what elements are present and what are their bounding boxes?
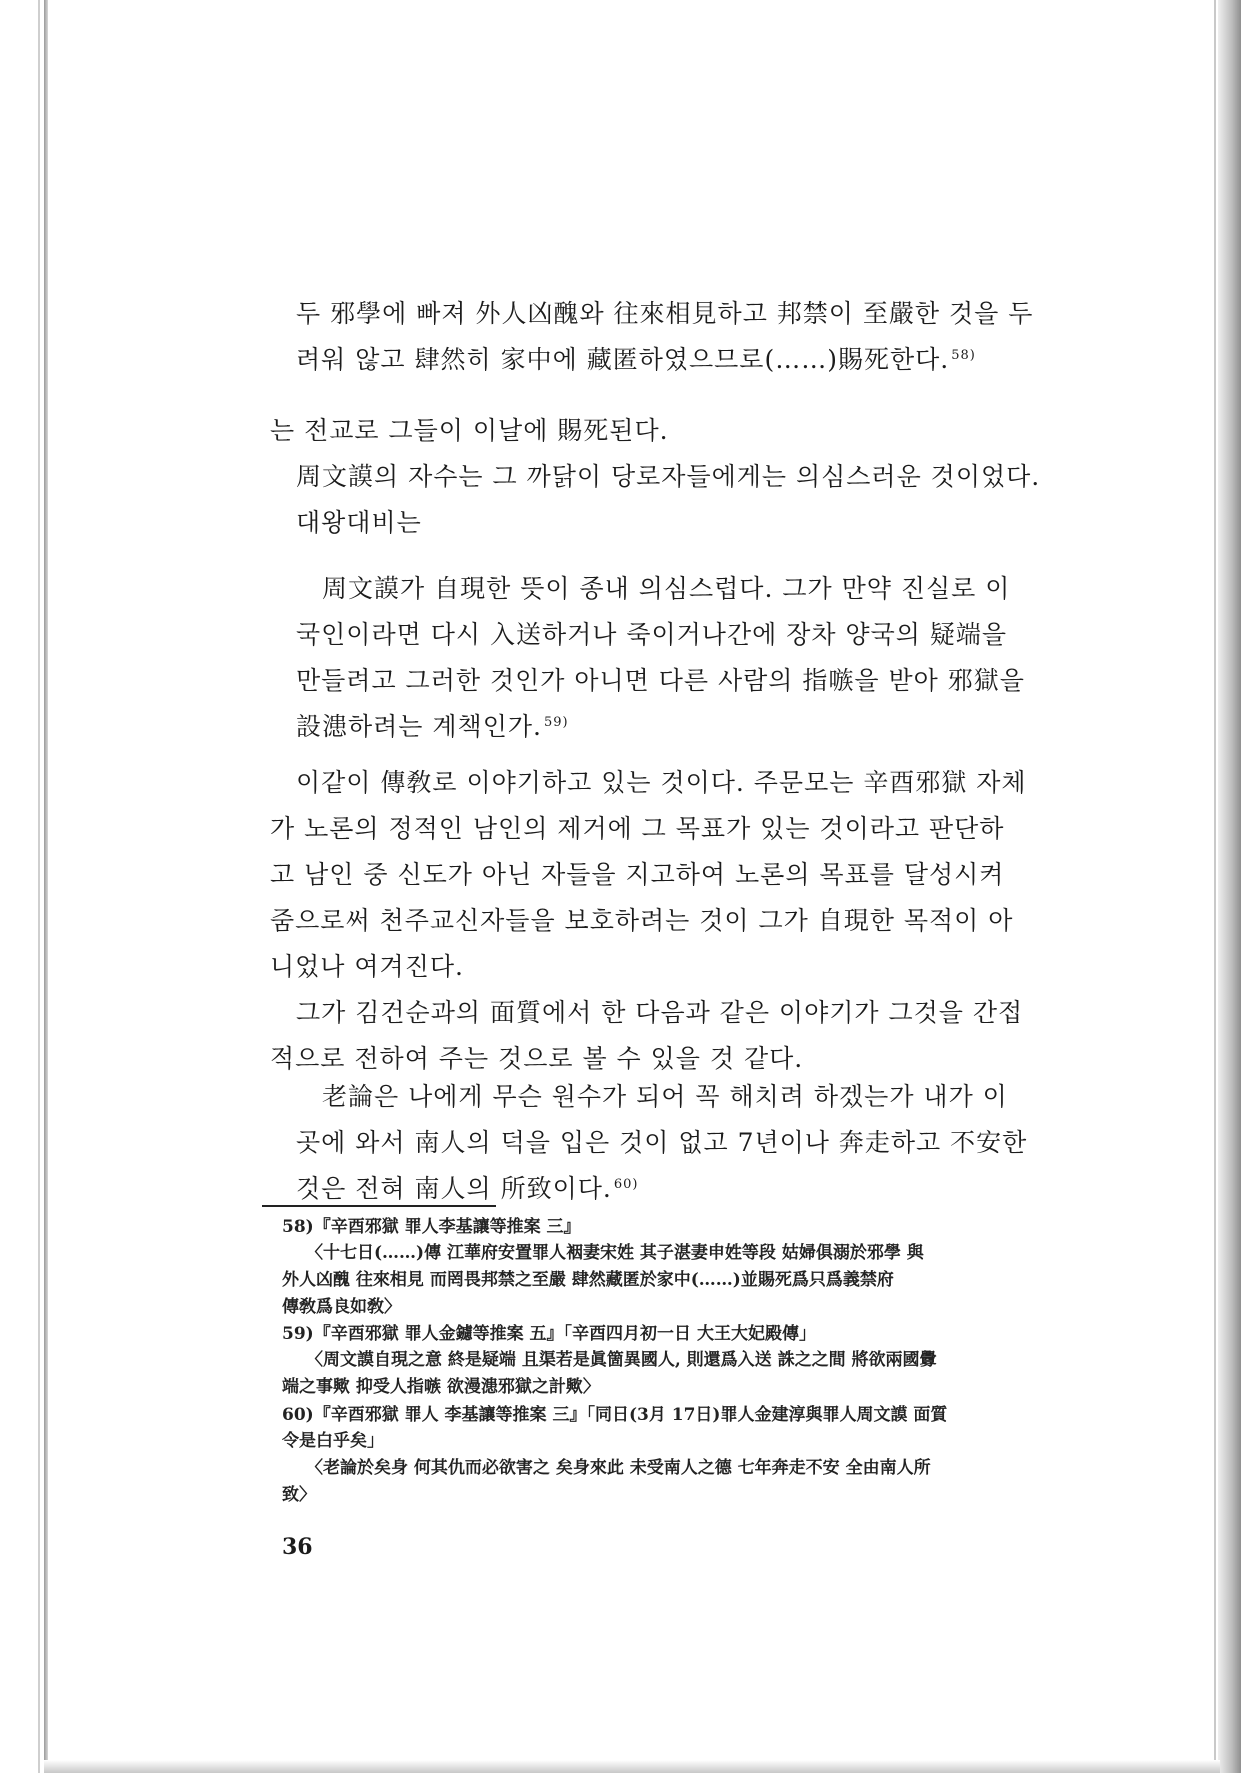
footnote-separator bbox=[262, 1205, 496, 1207]
page-number: 36 bbox=[282, 1534, 313, 1560]
footnote-59-title: 59)『辛酉邪獄 罪人金鑢等推案 五』「辛酉四月初一日 大王大妃殿傳」 bbox=[282, 1324, 816, 1344]
page-spine bbox=[44, 0, 48, 1773]
text-line: 니었나 여겨진다. bbox=[270, 952, 464, 981]
page-bottom-edge bbox=[44, 1760, 1220, 1773]
text-line: 이같이 傳敎로 이야기하고 있는 것이다. 주문모는 辛酉邪獄 자체 bbox=[296, 768, 1027, 797]
paragraph-2 bbox=[270, 760, 1027, 1082]
footnote-58-title: 58)『辛酉邪獄 罪人李基讓等推案 三』 bbox=[282, 1217, 581, 1237]
footnote-60-title-cont: 令是白乎矣」 bbox=[282, 1431, 384, 1451]
text-line: 대왕대비는 bbox=[296, 508, 422, 537]
text-line: 周文謨가 自現한 뜻이 종내 의심스럽다. 그가 만약 진실로 이 bbox=[322, 574, 1011, 603]
page-edge bbox=[38, 0, 40, 1773]
footnote-line: 端之事歟 抑受人指嗾 欲漫漶邪獄之計歟〉 bbox=[282, 1377, 600, 1397]
footnote-59-body bbox=[306, 1347, 937, 1374]
footnote-ref: 59) bbox=[543, 715, 569, 730]
footnote-line: 致〉 bbox=[282, 1485, 316, 1505]
text-line: 줌으로써 천주교신자들을 보호하려는 것이 그가 自現한 목적이 아 bbox=[270, 906, 1014, 935]
footnote-ref: 60) bbox=[613, 1177, 639, 1192]
text-line: 곳에 와서 南人의 덕을 입은 것이 없고 7년이나 奔走하고 不安한 bbox=[296, 1128, 1028, 1157]
text-line: 그가 김건순과의 面質에서 한 다음과 같은 이야기가 그것을 간접 bbox=[296, 998, 1024, 1027]
text-line: 가 노론의 정적인 남인의 제거에 그 목표가 있는 것이라고 판단하 bbox=[270, 814, 1005, 843]
page-edge bbox=[1214, 0, 1216, 1773]
text-line: 는 전교로 그들이 이날에 賜死된다. bbox=[270, 416, 669, 445]
text-line: 려워 않고 肆然히 家中에 藏匿하였으므로(……)賜死한다. $^{58)}$ bbox=[296, 345, 976, 374]
footnote-59-body-cont bbox=[282, 1374, 600, 1401]
quote-block-2 bbox=[296, 566, 1025, 750]
paragraph-1 bbox=[270, 408, 1040, 546]
footnote-58-body-cont bbox=[282, 1267, 894, 1321]
footnote-60-title: 60)『辛酉邪獄 罪人 李基讓等推案 三』「同日(3月 17日)罪人金建淳與罪人周文謨 面質 bbox=[282, 1405, 948, 1425]
footnote-60-body-cont bbox=[282, 1482, 316, 1509]
footnote-58-body bbox=[306, 1240, 924, 1267]
text-line: 고 남인 중 신도가 아닌 자들을 지고하여 노론의 목표를 달성시켜 bbox=[270, 860, 1005, 889]
page-fore-edge bbox=[1218, 0, 1241, 1773]
text-line: 것은 전혀 南人의 所致이다. $^{60)}$ bbox=[296, 1174, 639, 1203]
footnote-line: 〈周文謨自現之意 終是疑端 且渠若是眞箇異國人, 則還爲入送 誅之之間 將欲兩國釁 bbox=[306, 1350, 937, 1370]
footnote-line: 傳敎爲良如敎〉 bbox=[282, 1297, 401, 1317]
footnote-line: 〈老論於矣身 何其仇而必欲害之 矣身來此 未受南人之德 七年奔走不安 全由南人所 bbox=[306, 1458, 931, 1478]
quote-block-3 bbox=[296, 1074, 1027, 1212]
text-line: 設漶하려는 계책인가. $^{59)}$ bbox=[296, 712, 569, 741]
footnote-line: 〈十七日(……)傳 江華府安置罪人裀妻宋姓 其子湛妻申姓等段 姑婦俱溺於邪學 與 bbox=[306, 1243, 924, 1263]
footnote-60-body bbox=[306, 1455, 931, 1482]
text-line: 적으로 전하여 주는 것으로 볼 수 있을 것 같다. bbox=[270, 1044, 804, 1073]
quote-block-1 bbox=[296, 291, 1033, 383]
footnote-line: 外人凶醜 往來相見 而罔畏邦禁之至嚴 肆然藏匿於家中(……)並賜死爲只爲義禁府 bbox=[282, 1270, 894, 1290]
text-line: 국인이라면 다시 入送하거나 죽이거나간에 장차 양국의 疑端을 bbox=[296, 620, 1007, 649]
text-line: 두 邪學에 빠져 外人凶醜와 往來相見하고 邦禁이 至嚴한 것을 두 bbox=[296, 299, 1034, 328]
text-line: 만들려고 그러한 것인가 아니면 다른 사람의 指嗾을 받아 邪獄을 bbox=[296, 666, 1025, 695]
text-line: 周文謨의 자수는 그 까닭이 당로자들에게는 의심스러운 것이었다. bbox=[296, 462, 1041, 491]
text-line: 老論은 나에게 무슨 원수가 되어 꼭 해치려 하겠는가 내가 이 bbox=[322, 1082, 1008, 1111]
footnote-ref: 58) bbox=[951, 348, 976, 363]
